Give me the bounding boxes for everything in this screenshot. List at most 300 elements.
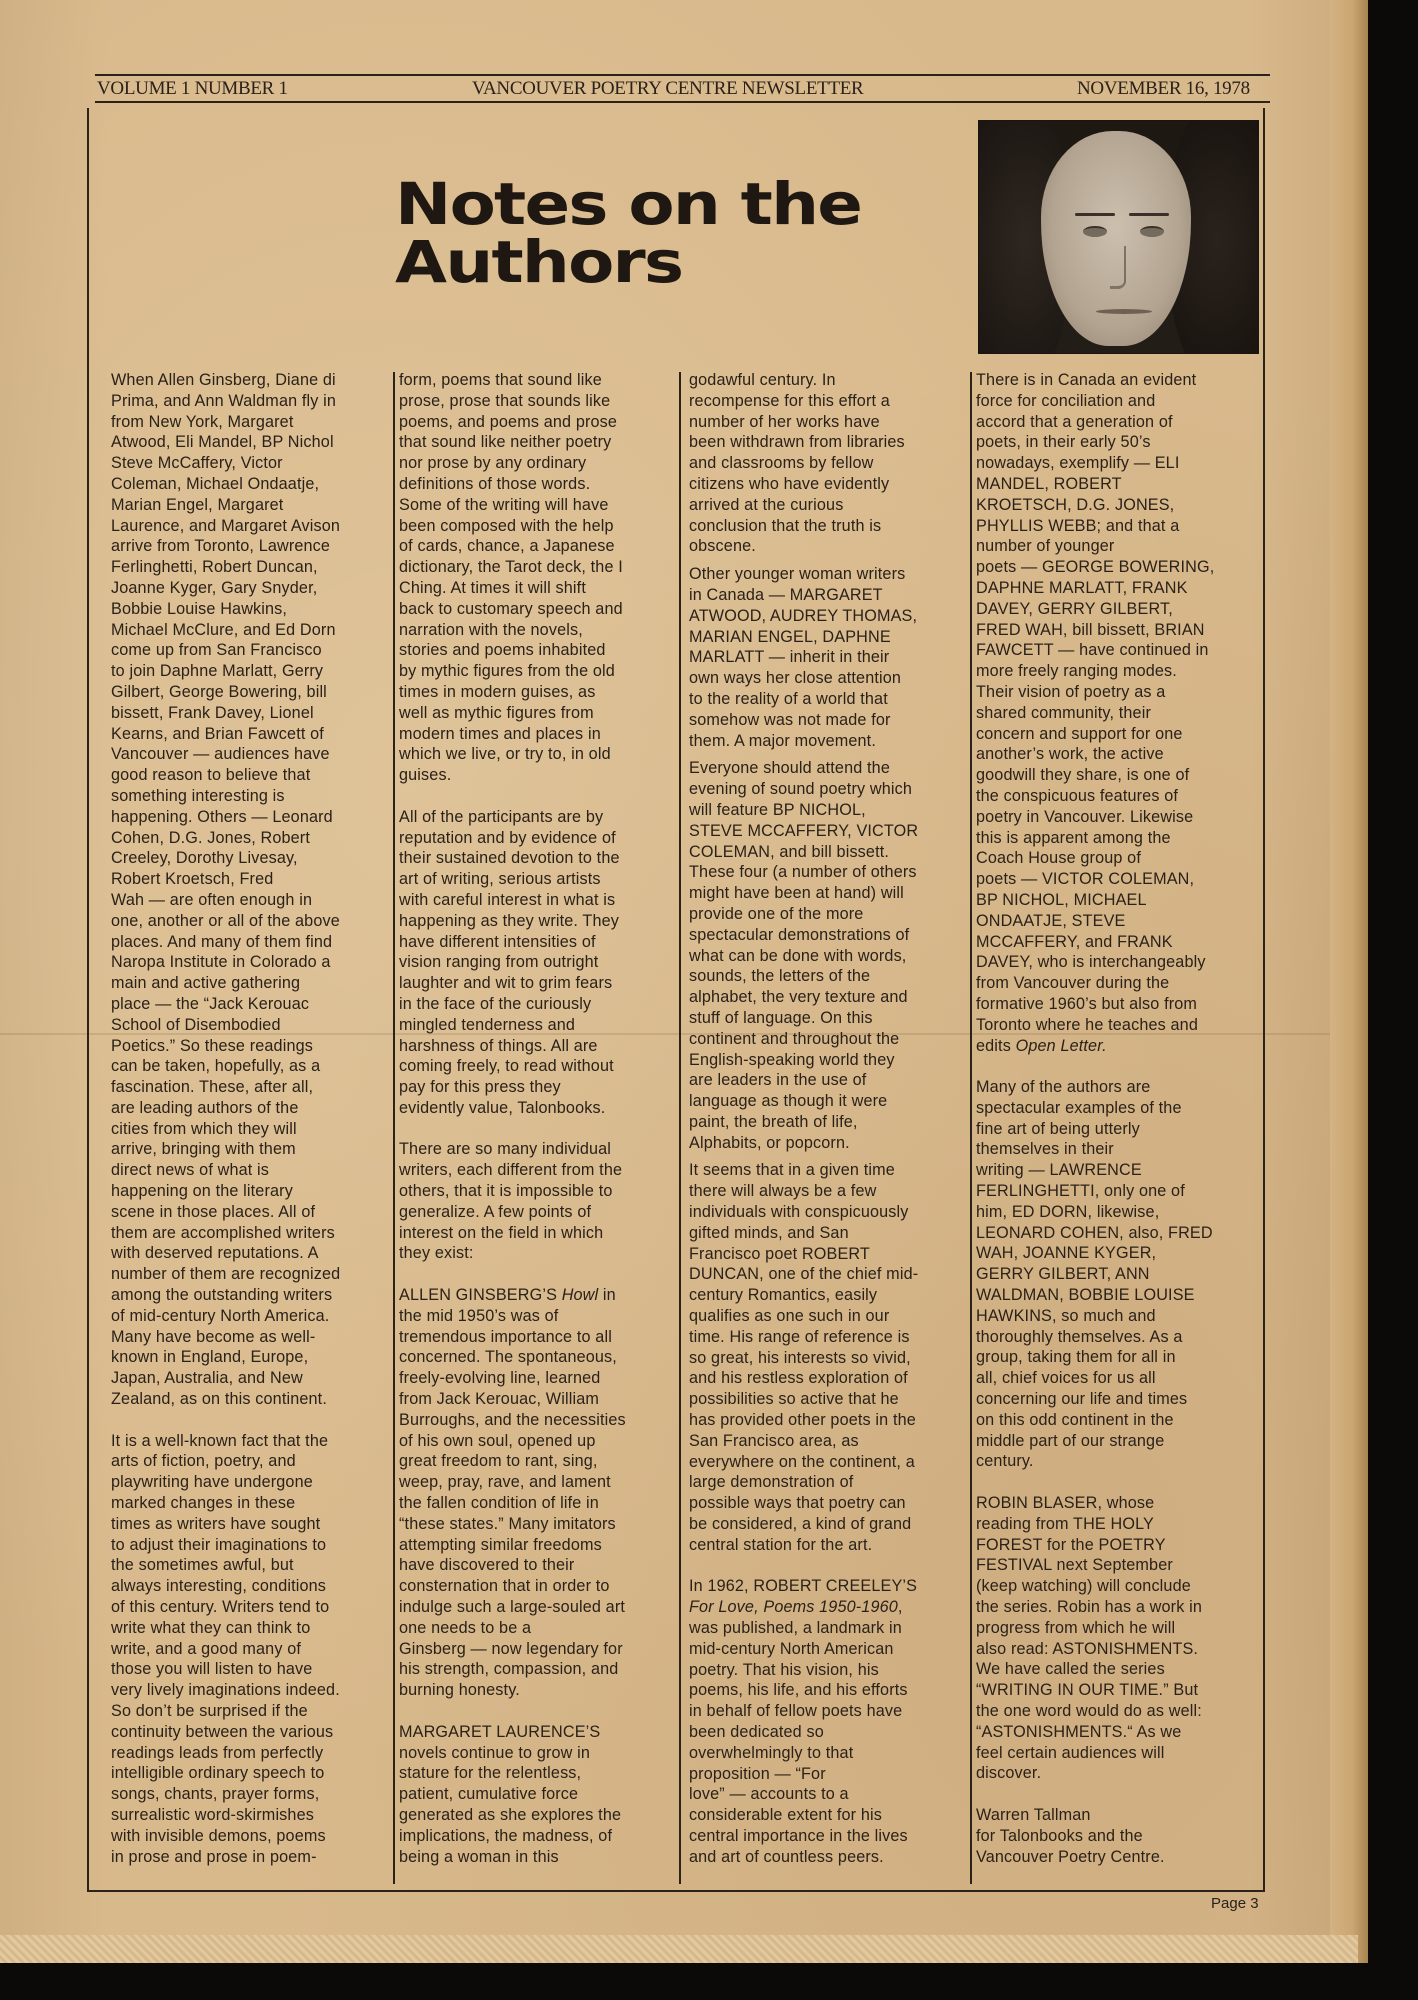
article-column-2: [399, 370, 681, 1867]
article-text-line: individuals with conspicuously: [689, 1203, 909, 1222]
article-text-line: PHYLLIS WEBB; and that a: [976, 516, 1180, 535]
article-text-line: large demonstration of: [689, 1473, 854, 1492]
article-text-line: everywhere on the continent, a: [689, 1452, 915, 1471]
article-text-line: shared community, their: [976, 703, 1151, 722]
article-text-line: spectacular demonstrations of: [689, 925, 910, 944]
article-text-line: their sustained devotion to the: [399, 849, 620, 868]
article-text-line: considerable extent for his: [689, 1806, 883, 1825]
article-text-line: him, ED DORN, likewise,: [976, 1202, 1160, 1221]
article-text-line: that sound like neither poetry: [399, 433, 612, 452]
article-text-line: It is a well-known fact that the: [111, 1431, 329, 1450]
article-text-line: Some of the writing will have: [399, 495, 609, 514]
article-text-line: MCCAFFERY, and FRANK: [976, 932, 1173, 951]
article-text-line: has provided other poets in the: [689, 1411, 916, 1430]
article-text-line: places. And many of them find: [111, 932, 333, 951]
article-text-line: prose, prose that sounds like: [399, 391, 611, 410]
article-text-line: Prima, and Ann Waldman fly in: [111, 391, 337, 410]
article-text-line: poets — VICTOR COLEMAN,: [976, 870, 1195, 889]
article-text-line: of cards, chance, a Japanese: [399, 537, 615, 556]
article-text-line: love” — accounts to a: [689, 1785, 849, 1804]
text-segment: edits: [976, 1036, 1016, 1055]
text-segment: ALLEN GINSBERG’S: [399, 1286, 562, 1305]
article-text-line: this is apparent among the: [976, 828, 1171, 847]
article-text-line: weep, pray, rave, and lament: [399, 1473, 611, 1492]
article-text-line: goodwill they share, is one of: [976, 766, 1190, 785]
article-text-line: gifted minds, and San: [689, 1223, 849, 1242]
article-text-line: Robert Kroetsch, Fred: [111, 870, 274, 889]
article-text-line: time. His range of reference is: [689, 1327, 910, 1346]
article-text-line: for Talonbooks and the: [976, 1826, 1143, 1845]
column-divider: [393, 372, 395, 1884]
article-text-line: poets, in their early 50’s: [976, 433, 1151, 452]
article-text-line: FESTIVAL next September: [976, 1556, 1173, 1575]
article-text-line: very lively imaginations indeed.: [111, 1681, 340, 1700]
article-text-line: which we live, or try to, in old: [399, 745, 611, 764]
article-text-line: pay for this press they: [399, 1078, 561, 1097]
article-text-line: songs, chants, prayer forms,: [111, 1785, 320, 1804]
article-text-line: can be taken, hopefully, as a: [111, 1057, 321, 1076]
paragraph-break: [399, 786, 681, 807]
page-number: Page 3: [1211, 1895, 1259, 1912]
article-text-line: one needs to be a: [399, 1618, 532, 1637]
paragraph-break: [399, 1264, 681, 1285]
article-text-line: among the outstanding writers: [111, 1286, 333, 1305]
article-text-line: obscene.: [689, 537, 756, 556]
italic-title: For Love, Poems 1950-1960: [689, 1598, 898, 1617]
article-text-line: proposition — “For: [689, 1764, 826, 1783]
article-text-line: Poetics.” So these readings: [111, 1036, 314, 1055]
article-text-line: consternation that in order to: [399, 1577, 610, 1596]
article-text-line: All of the participants are by: [399, 807, 604, 826]
article-text-line: Ching. At times it will shift: [399, 578, 586, 597]
article-text-line: There is in Canada an evident: [976, 371, 1197, 389]
article-text-line: implications, the madness, of: [399, 1826, 613, 1845]
article-text-line: direct news of what is: [111, 1161, 270, 1180]
article-text-line: poems, his life, and his efforts: [689, 1681, 908, 1700]
article-text-line: interest on the field in which: [399, 1223, 604, 1242]
author-portrait-photo: [978, 120, 1259, 354]
article-text-line: cities from which they will: [111, 1119, 297, 1138]
article-text-line: fascination. These, after all,: [111, 1078, 314, 1097]
article-text-line: guises.: [399, 766, 452, 785]
article-text-line: possible ways that poetry can: [689, 1494, 906, 1513]
article-text-line: in Canada — MARGARET: [689, 585, 883, 604]
article-text-line: Wah — are often enough in: [111, 890, 313, 909]
article-text-line: coming freely, to read without: [399, 1057, 614, 1076]
paragraph-break: [399, 1701, 681, 1722]
article-text-line: them. A major movement.: [689, 731, 876, 750]
italic-title: Howl: [561, 1286, 599, 1305]
article-text-line: Laurence, and Margaret Avison: [111, 516, 341, 535]
article-text-line: central station for the art.: [689, 1535, 873, 1554]
article-text-line: writers, each different from the: [399, 1161, 623, 1180]
page-bottom-edge: [0, 1935, 1358, 1963]
article-text-line: scene in those places. All of: [111, 1202, 316, 1221]
article-text-line: century Romantics, easily: [689, 1286, 878, 1305]
article-text-line: known in England, Europe,: [111, 1348, 309, 1367]
article-text-line: those you will listen to have: [111, 1660, 313, 1679]
paragraph-break: [111, 1410, 393, 1431]
article-text-line: was published, a landmark in: [689, 1619, 902, 1638]
article-text-line: of this century. Writers tend to: [111, 1598, 330, 1617]
article-text-line: to join Daphne Marlatt, Gerry: [111, 662, 324, 681]
article-text-line: vision ranging from outright: [399, 953, 599, 972]
article-text-line: them are accomplished writers: [111, 1223, 335, 1242]
italic-title: Open Letter.: [1015, 1036, 1107, 1055]
article-text-line: feel certain audiences will: [976, 1743, 1165, 1762]
article-text-line: arrive, bringing with them: [111, 1140, 296, 1159]
article-text-line: another’s work, the active: [976, 745, 1164, 764]
article-text-line: ROBIN BLASER, whose: [976, 1494, 1155, 1513]
article-text-line: accord that a generation of: [976, 412, 1173, 431]
article-text-line: the one word would do as well:: [976, 1702, 1202, 1720]
article-column-4: [976, 370, 1258, 1867]
article-text-line: provide one of the more: [689, 904, 864, 923]
article-text-line: Warren Tallman: [976, 1805, 1091, 1824]
article-text-line: Cohen, D.G. Jones, Robert: [111, 828, 310, 847]
article-text-line: good reason to believe that: [111, 766, 311, 785]
article-text-line: to the reality of a world that: [689, 689, 888, 708]
article-text-line: “these states.” Many imitators: [399, 1514, 616, 1533]
article-text-line: always interesting, conditions: [111, 1577, 327, 1596]
issue-date: NOVEMBER 16, 1978: [1077, 78, 1250, 99]
article-text-line: continent and throughout the: [689, 1029, 900, 1048]
article-text-line: burning honesty.: [399, 1681, 520, 1700]
article-text-line: STEVE MCCAFFERY, VICTOR: [689, 821, 919, 840]
article-text-line: group, taking them for all in: [976, 1348, 1176, 1367]
article-text-line: stature for the relentless,: [399, 1764, 582, 1783]
article-text-line: DAVEY, GERRY GILBERT,: [976, 599, 1173, 618]
article-text-line: “WRITING IN OUR TIME.” But: [976, 1681, 1199, 1700]
headline-line-2: Authors: [395, 228, 683, 296]
article-text-line: might have been at hand) will: [689, 884, 904, 903]
article-text-line: In 1962, ROBERT CREELEY’S: [689, 1577, 918, 1596]
article-text-line: WALDMAN, BOBBIE LOUISE: [976, 1286, 1195, 1305]
article-text-line: the fallen condition of life in: [399, 1494, 599, 1513]
article-text-line: poetry in Vancouver. Likewise: [976, 807, 1194, 826]
article-text-line: COLEMAN, and bill bissett.: [689, 842, 890, 861]
article-text-line: been composed with the help: [399, 516, 614, 535]
article-text-line: Marian Engel, Margaret: [111, 495, 284, 514]
article-text-line: middle part of our strange: [976, 1431, 1165, 1450]
article-text-line: ONDAATJE, STEVE: [976, 911, 1126, 930]
article-text-line: Atwood, Eli Mandel, BP Nichol: [111, 433, 334, 452]
article-text-line: form, poems that sound like: [399, 371, 602, 389]
article-text-line: Ginsberg — now legendary for: [399, 1639, 623, 1658]
article-text-line: poetry. That his vision, his: [689, 1660, 879, 1679]
article-text-line: be considered, a kind of grand: [689, 1515, 912, 1534]
article-text-line: more freely ranging modes.: [976, 662, 1177, 681]
article-text-line: GERRY GILBERT, ANN: [976, 1265, 1150, 1284]
article-text-line: main and active gathering: [111, 974, 301, 993]
article-text-line: These four (a number of others: [689, 863, 917, 882]
article-text-line: narration with the novels,: [399, 620, 583, 639]
article-text-line: DAPHNE MARLATT, FRANK: [976, 578, 1188, 597]
article-text-line: number of her works have: [689, 412, 880, 431]
article-text-line: Their vision of poetry as a: [976, 682, 1166, 701]
article-text-line: alphabet, the very texture and: [689, 988, 908, 1007]
publication-title: VANCOUVER POETRY CENTRE NEWSLETTER: [472, 78, 864, 99]
article-headline: [395, 170, 862, 296]
article-text-line: MARLATT — inherit in their: [689, 648, 890, 667]
article-text-line: Joanne Kyger, Gary Snyder,: [111, 578, 318, 597]
article-text-line: own ways her close attention: [689, 669, 902, 688]
article-text-line: they exist:: [399, 1244, 474, 1263]
paragraph-break: [689, 1556, 971, 1577]
article-text-line: generated as she explores the: [399, 1805, 622, 1824]
article-text-line: laughter and wit to grim fears: [399, 974, 613, 993]
article-text-line: modern times and places in: [399, 724, 601, 743]
masthead-rule-top: [95, 74, 1270, 76]
article-text-line: happening on the literary: [111, 1182, 293, 1201]
article-text-line: playwriting have undergone: [111, 1473, 313, 1492]
article-text-line: evidently value, Talonbooks.: [399, 1098, 606, 1117]
article-text-line: in behalf of fellow poets have: [689, 1702, 903, 1721]
article-text-line: FRED WAH, bill bissett, BRIAN: [976, 620, 1205, 639]
article-text-line: the sometimes awful, but: [111, 1556, 294, 1575]
text-segment: in: [598, 1286, 616, 1305]
text-segment: ,: [897, 1598, 903, 1617]
article-text-line: Coach House group of: [976, 849, 1141, 868]
article-text-line: back to customary speech and: [399, 599, 623, 618]
article-text-line: Many have become as well-: [111, 1327, 316, 1346]
article-text-line: novels continue to grow in: [399, 1743, 591, 1762]
article-text-line: mid-century North American: [689, 1639, 894, 1658]
article-text-line: the conspicuous features of: [976, 786, 1179, 805]
article-column-1: [111, 370, 393, 1867]
article-text-line: conclusion that the truth is: [689, 516, 882, 535]
article-text-line: qualifies as one such in our: [689, 1307, 890, 1326]
article-text-line: write, and a good many of: [111, 1639, 302, 1658]
article-text-line: MARGARET LAURENCE’S: [399, 1722, 601, 1741]
article-text-line: indulge such a large-souled art: [399, 1598, 626, 1617]
article-text-line: times as writers have sought: [111, 1514, 321, 1533]
article-text-line: School of Disembodied: [111, 1015, 281, 1034]
article-text-line: Bobbie Louise Hawkins,: [111, 599, 288, 618]
article-text-line: come up from San Francisco: [111, 641, 322, 660]
article-text-line: There are so many individual: [399, 1140, 612, 1159]
article-text-line: tremendous importance to all: [399, 1327, 612, 1346]
article-text-line: Burroughs, and the necessities: [399, 1410, 626, 1429]
article-text-line: there will always be a few: [689, 1182, 877, 1201]
article-text-line: with invisible demons, poems: [111, 1826, 326, 1845]
article-text-line: language as though it were: [689, 1092, 888, 1111]
article-text-line: stuff of language. On this: [689, 1008, 873, 1027]
paragraph-break: [976, 1056, 1258, 1077]
portrait-brow-right: [1129, 213, 1169, 216]
article-text-line: being a woman in this: [399, 1847, 559, 1866]
article-text-line: the series. Robin has a work in: [976, 1598, 1202, 1617]
article-text-line: on this odd continent in the: [976, 1410, 1174, 1429]
article-text-line: sounds, the letters of the: [689, 967, 871, 986]
article-text-line: Gilbert, George Bowering, bill: [111, 682, 327, 701]
article-text-line: Coleman, Michael Ondaatje,: [111, 474, 320, 493]
article-text-line: and his restless exploration of: [689, 1369, 908, 1388]
article-text-line: BP NICHOL, MICHAEL: [976, 890, 1147, 909]
article-text-line: attempting similar freedoms: [399, 1535, 602, 1554]
article-text-line: FERLINGHETTI, only one of: [976, 1182, 1185, 1201]
article-text-line: been dedicated so: [689, 1723, 824, 1741]
article-text-line: the mid 1950’s was of: [399, 1306, 559, 1325]
article-text-line: in the face of the curiously: [399, 994, 592, 1013]
article-text-line: HAWKINS, so much and: [976, 1306, 1156, 1325]
portrait-mouth: [1096, 309, 1152, 314]
article-text-line: happening as they write. They: [399, 911, 620, 930]
article-text-line: We have called the series: [976, 1660, 1165, 1679]
article-text-line: Naropa Institute in Colorado a: [111, 953, 331, 972]
article-text-line: poems, and poems and prose: [399, 412, 618, 431]
article-text-line: from Vancouver during the: [976, 974, 1170, 993]
article-text-line: concern and support for one: [976, 724, 1183, 743]
article-text-line: recompense for this effort a: [689, 391, 890, 410]
portrait-eye-right: [1140, 226, 1164, 237]
article-text-line: have different intensities of: [399, 932, 596, 951]
article-text-line: definitions of those words.: [399, 474, 591, 493]
article-text-line: arrive from Toronto, Lawrence: [111, 537, 331, 556]
article-text-line: times in modern guises, as: [399, 682, 596, 701]
article-text-line: central importance in the lives: [689, 1826, 908, 1845]
article-text-line: godawful century. In: [689, 371, 836, 389]
article-text-line: arrived at the curious: [689, 495, 844, 514]
page-edge: [1330, 0, 1368, 1963]
article-text-line: reputation and by evidence of: [399, 828, 616, 847]
article-text-line: something interesting is: [111, 786, 285, 805]
article-text-line: poets — GEORGE BOWERING,: [976, 558, 1215, 577]
article-text-line: and classrooms by fellow: [689, 454, 874, 473]
article-text-line: with deserved reputations. A: [111, 1244, 319, 1263]
article-text-line: [976, 1036, 1258, 1057]
paragraph-break: [976, 1784, 1258, 1805]
article-text-line: Japan, Australia, and New: [111, 1369, 303, 1388]
article-text-line: are leaders in the use of: [689, 1071, 867, 1090]
article-text-line: San Francisco area, as: [689, 1431, 859, 1450]
article-text-line: DAVEY, who is interchangeably: [976, 953, 1206, 972]
article-text-line: thoroughly themselves. As a: [976, 1327, 1183, 1346]
article-text-line: of his own soul, opened up: [399, 1431, 596, 1450]
paragraph-break: [689, 751, 971, 758]
article-text-line: English-speaking world they: [689, 1050, 895, 1069]
article-text-line: generalize. A few points of: [399, 1202, 592, 1221]
article-text-line: FAWCETT — have continued in: [976, 641, 1209, 660]
portrait-nose: [1110, 246, 1126, 289]
article-text-line: with careful interest in what is: [399, 890, 616, 909]
article-text-line: [689, 1597, 971, 1618]
article-text-line: of mid-century North America.: [111, 1306, 330, 1325]
article-text-line: spectacular examples of the: [976, 1098, 1182, 1117]
article-text-line: Kearns, and Brian Fawcett of: [111, 724, 324, 743]
volume-number: VOLUME 1 NUMBER 1: [97, 78, 288, 99]
article-text-line: been withdrawn from libraries: [689, 433, 905, 452]
article-text-line: possibilities so active that he: [689, 1390, 899, 1409]
article-text-line: place — the “Jack Kerouac: [111, 994, 310, 1013]
article-text-line: evening of sound poetry which: [689, 780, 913, 799]
article-text-line: Vancouver — audiences have: [111, 745, 330, 764]
article-text-line: intelligible ordinary speech to: [111, 1764, 325, 1783]
article-text-line: citizens who have evidently: [689, 474, 890, 493]
article-text-line: When Allen Ginsberg, Diane di: [111, 371, 336, 389]
article-text-line: are leading authors of the: [111, 1098, 299, 1117]
article-text-line: surrealistic word-skirmishes: [111, 1805, 314, 1824]
article-text-line: Ferlinghetti, Robert Duncan,: [111, 558, 318, 577]
article-text-line: arts of fiction, poetry, and: [111, 1452, 296, 1471]
article-text-line: Vancouver Poetry Centre.: [976, 1847, 1165, 1866]
article-text-line: Michael McClure, and Ed Dorn: [111, 620, 336, 639]
article-text-line: well as mythic figures from: [399, 703, 594, 722]
article-text-line: formative 1960’s but also from: [976, 994, 1198, 1013]
article-text-line: (keep watching) will conclude: [976, 1577, 1191, 1596]
article-text-line: harshness of things. All are: [399, 1036, 598, 1055]
article-text-line: to adjust their imaginations to: [111, 1535, 327, 1554]
article-text-line: his strength, compassion, and: [399, 1660, 619, 1679]
article-text-line: in prose and prose in poem-: [111, 1847, 317, 1866]
article-text-line: freely-evolving line, learned: [399, 1369, 601, 1388]
article-text-line: by mythic figures from the old: [399, 662, 615, 681]
article-text-line: nor prose by any ordinary: [399, 454, 587, 473]
article-text-line: all, chief voices for us all: [976, 1369, 1156, 1388]
article-text-line: MARIAN ENGEL, DAPHNE: [689, 627, 891, 646]
article-text-line: force for conciliation and: [976, 391, 1156, 410]
article-text-line: [399, 1285, 681, 1306]
article-text-line: what can be done with words,: [689, 946, 907, 965]
article-text-line: FOREST for the POETRY: [976, 1535, 1166, 1554]
article-text-line: mingled tenderness and: [399, 1015, 576, 1034]
article-text-line: LEONARD COHEN, also, FRED: [976, 1223, 1213, 1242]
article-text-line: also read: ASTONISHMENTS.: [976, 1639, 1199, 1658]
article-text-line: Creeley, Dorothy Livesay,: [111, 849, 298, 868]
article-column-3: [689, 370, 971, 1868]
article-text-line: MANDEL, ROBERT: [976, 474, 1122, 493]
article-text-line: readings leads from perfectly: [111, 1743, 324, 1762]
article-text-line: Zealand, as on this continent.: [111, 1390, 327, 1409]
article-text-line: marked changes in these: [111, 1494, 296, 1513]
paragraph-break: [976, 1472, 1258, 1493]
article-text-line: So don’t be surprised if the: [111, 1702, 308, 1720]
article-text-line: so great, his interests so vivid,: [689, 1348, 911, 1367]
article-text-line: somehow was not made for: [689, 710, 891, 729]
article-text-line: stories and poems inhabited: [399, 641, 606, 660]
paragraph-break: [399, 1119, 681, 1140]
article-text-line: Steve McCaffery, Victor: [111, 454, 283, 473]
article-text-line: Alphabits, or popcorn.: [689, 1133, 850, 1152]
article-text-line: “ASTONISHMENTS.“ As we: [976, 1722, 1182, 1741]
article-text-line: from New York, Margaret: [111, 412, 294, 431]
article-text-line: Toronto where he teaches and: [976, 1015, 1198, 1034]
article-text-line: DUNCAN, one of the chief mid-: [689, 1265, 919, 1284]
article-text-line: KROETSCH, D.G. JONES,: [976, 495, 1175, 514]
masthead-rule-bottom: [95, 101, 1270, 103]
article-text-line: and art of countless peers.: [689, 1847, 884, 1866]
paragraph-break: [689, 557, 971, 564]
article-text-line: fine art of being utterly: [976, 1119, 1140, 1138]
headline-line-1: Notes on the: [395, 170, 862, 238]
article-text-line: nowadays, exemplify — ELI: [976, 454, 1180, 473]
article-text-line: discover.: [976, 1764, 1042, 1783]
portrait-eye-left: [1083, 226, 1107, 237]
article-text-line: progress from which he will: [976, 1618, 1176, 1637]
article-text-line: continuity between the various: [111, 1722, 334, 1741]
article-text-line: art of writing, serious artists: [399, 870, 601, 889]
article-text-line: concerning our life and times: [976, 1390, 1188, 1409]
article-text-line: ATWOOD, AUDREY THOMAS,: [689, 606, 918, 625]
article-text-line: have discovered to their: [399, 1556, 575, 1575]
article-text-line: number of younger: [976, 537, 1115, 556]
article-text-line: concerned. The spontaneous,: [399, 1348, 617, 1367]
article-text-line: happening. Others — Leonard: [111, 807, 333, 826]
article-text-line: number of them are recognized: [111, 1265, 341, 1284]
article-text-line: themselves in their: [976, 1140, 1114, 1159]
article-text-line: Everyone should attend the: [689, 759, 890, 778]
article-text-line: WAH, JOANNE KYGER,: [976, 1244, 1157, 1263]
